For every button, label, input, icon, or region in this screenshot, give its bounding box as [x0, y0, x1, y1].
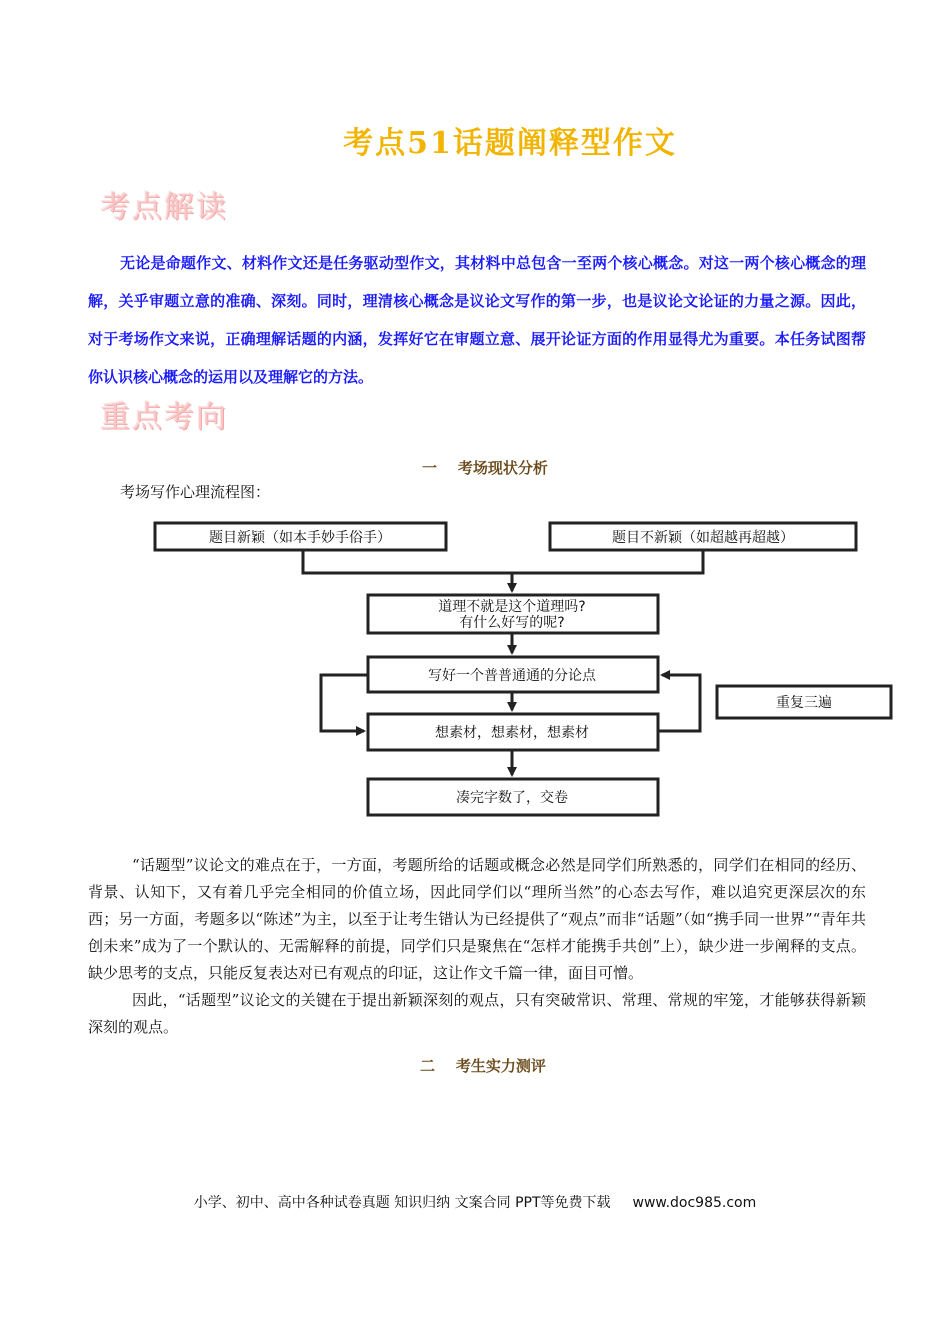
- flow-loop-left: [321, 675, 368, 731]
- intro-paragraph: 无论是命题作文、材料作文还是任务驱动型作文，其材料中总包含一至两个核心概念。对这一两个核心概念的理解，关乎审题立意的准确、深刻。同时，理清核心概念是议论文写作的第一步，也是议论文论证的力量之源。因此，对于考场作文来说，正确理解话题的内涵，发挥好它在审题立意、展开论证方面的作用显得尤为重要。本任务试图帮你认识核心概念的运用以及理解它的方法。: [88, 254, 866, 386]
- flow-text-new-topic: 题目新颖（如本手妙手俗手）: [209, 530, 391, 546]
- body-paragraph-1: “话题型”议论文的难点在于，一方面，考题所给的话题或概念必然是同学们所熟悉的，同学们在相同的经历、背景、认知下，又有着几乎完全相同的价值立场，因此同学们以“理所当然”的心态去写作，难以追究更深层次的东西；另一方面，考题多以“陈述”为主，以至于让考生错认为已经提供了“观点”而非“话题”（如“携手同一世界”“青年共创未来”成为了一个默认的、无需解释的前提，同学们只是聚焦在“怎样才能携手共创”上），缺少进一步阐释的支点。缺少思考的支点，只能反复表达对已有观点的印证，这让作文千篇一律，面目可憎。: [88, 856, 866, 982]
- flow-text-reason-2: 有什么好写的呢?: [459, 615, 565, 631]
- page-title: 考点51话题阐释型作文: [343, 126, 677, 161]
- body-paragraph-2: 因此，“话题型”议论文的关键在于提出新颖深刻的观点，只有突破常识、常理、常规的牢笼，才能够获得新颖深刻的观点。: [88, 991, 866, 1036]
- body-text: [88, 852, 866, 1041]
- flow-text-not-new-topic: 题目不新颖（如超越再超越）: [612, 530, 794, 546]
- flow-merge-line: [303, 550, 703, 573]
- heading-analysis: 一 考场现状分析: [422, 459, 548, 477]
- page-footer: [0, 1192, 950, 1212]
- flow-text-finish: 凑完字数了，交卷: [456, 790, 568, 806]
- heading-assessment: 二 考生实力测评: [420, 1057, 546, 1075]
- footer-url[interactable]: www.doc985.com: [632, 1195, 757, 1211]
- section-label-reading: 考点解读: [100, 190, 228, 225]
- flow-loop-right: [658, 675, 700, 731]
- section-label-focus: 重点考向: [100, 400, 228, 435]
- flow-text-reason-1: 道理不就是这个道理吗?: [438, 599, 586, 615]
- flow-text-repeat: 重复三遍: [776, 695, 832, 711]
- flow-text-material: 想素材，想素材，想素材: [435, 725, 589, 741]
- footer-text: 小学、初中、高中各种试卷真题 知识归纳 文案合同 PPT等免费下载: [193, 1195, 611, 1211]
- flowchart-caption: 考场写作心理流程图：: [120, 483, 271, 501]
- flow-text-point: 写好一个普普通通的分论点: [428, 668, 596, 684]
